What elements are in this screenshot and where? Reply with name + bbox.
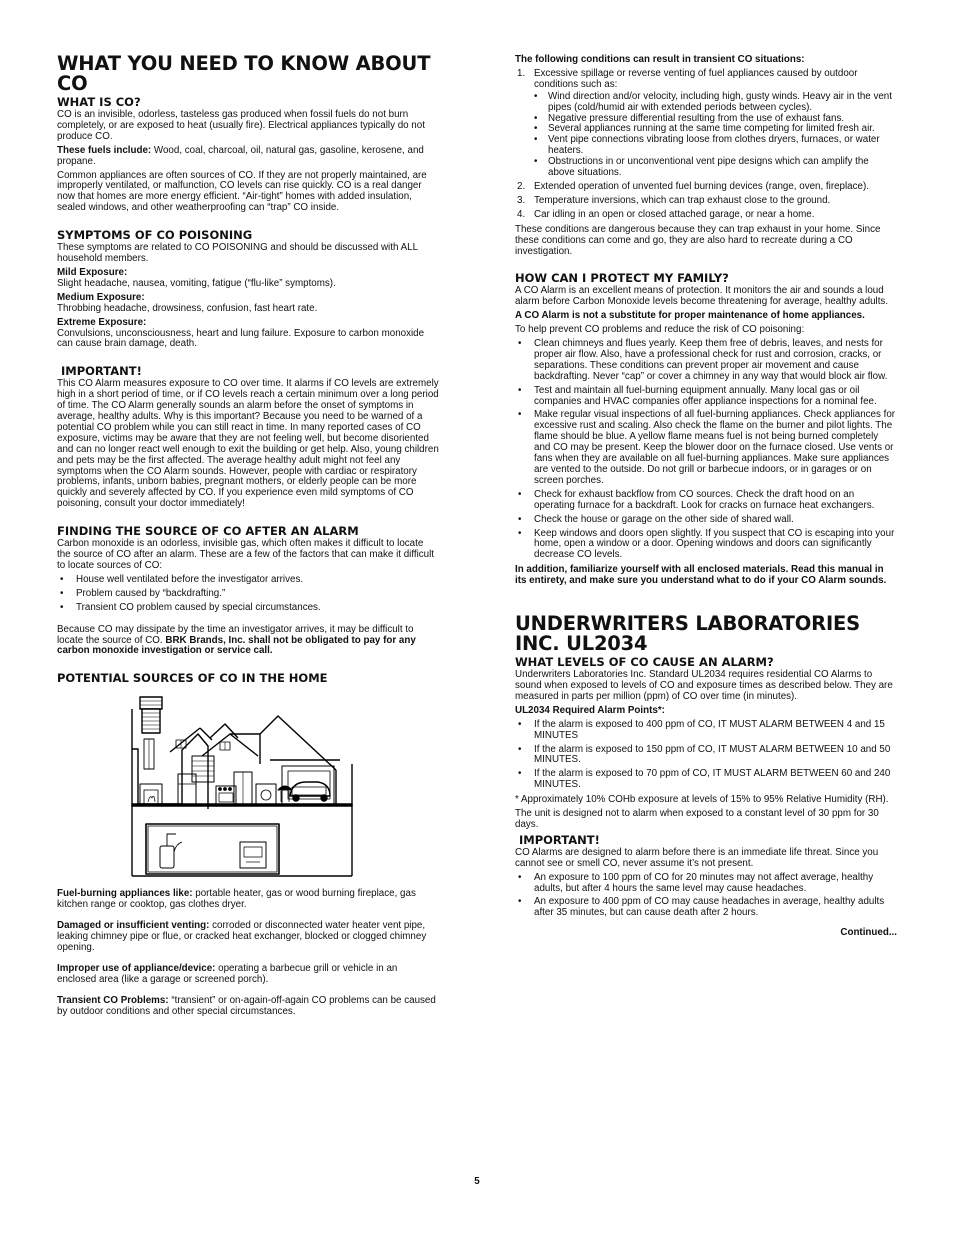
continued-label: Continued... — [840, 927, 897, 939]
list-item-text: Extended operation of unvented fuel burning devices (range, oven, fireplace). — [534, 180, 869, 192]
outro-bold: BRK Brands, Inc. shall not be obligated to pay for any carbon monoxide investigation or service call. — [57, 634, 416, 657]
list-item: • Keep windows and doors open slightly. If you suspect that CO is escaping into your home, open a window or a door. Opening windows and doors can significantly decrease CO levels. — [515, 529, 897, 562]
list-item: • Obstructions in or unconventional vent pipe designs which can amplify the above situations. — [534, 157, 897, 179]
house-cutaway-illustration — [130, 694, 354, 879]
list-item: • If the alarm is exposed to 400 ppm of CO, IT MUST ALARM BETWEEN 4 and 15 MINUTES — [515, 720, 897, 742]
list-item-text: Car idling in an open or closed attached garage, or near a home. — [534, 208, 815, 220]
page-title: WHAT YOU NEED TO KNOW ABOUT CO — [57, 52, 431, 95]
protect-intro: A CO Alarm is an excellent means of protection. It monitors the air and sounds a loud alarm before Carbon Monoxide levels become threatening for average, healthy adults. — [515, 285, 889, 308]
list-item: • Clean chimneys and flues yearly. Keep them free of debris, leaves, and nests for proper air flow. Also, have a professional check for rust and corrosion, cracks, or separations. These conditions can prevent proper air movement and cause backdrafting. Never “cap” or cover a chimney in any way that would block air flow. — [515, 339, 897, 383]
list-number: 3. — [517, 194, 526, 206]
list-item: • If the alarm is exposed to 70 ppm of CO, IT MUST ALARM BETWEEN 60 and 240 MINUTES. — [515, 769, 897, 791]
damaged-venting — [57, 921, 439, 954]
transient-sub-list — [534, 92, 897, 179]
what-is-co-text: CO is an invisible, odorless, tasteless gas produced when fossil fuels do not burn completely, or are exposed to heat (usually fire). Electrical appliances typically do not produce CO. — [57, 109, 425, 142]
list-item-text: Excessive spillage or reverse venting of fuel appliances caused by outdoor conditions such as: — [534, 67, 858, 90]
list-item-text: Temperature inversions, which can trap exhaust close to the ground. — [534, 194, 831, 206]
fuels-text: Wood, coal, charcoal, oil, natural gas, gasoline, kerosene, and propane. — [57, 144, 424, 167]
alarm-levels-heading: WHAT LEVELS OF CO CAUSE AN ALARM? — [515, 655, 774, 670]
protect-list — [515, 339, 897, 561]
important-heading-right: IMPORTANT! — [519, 832, 600, 847]
finding-source-outro — [57, 625, 439, 658]
transient-heading: The following conditions can result in transient CO situations: — [515, 54, 805, 65]
source-text: operating a barbecue grill or vehicle in an enclosed area (like a garage or screened porch). — [57, 962, 398, 985]
transient-list — [515, 69, 897, 221]
source-text: corroded or disconnected water heater vent pipe, leaking chimney pipe or flue, or cracked heat exchanger, blocked or clogged chimney opening. — [57, 920, 427, 953]
common-appliances-text: Common appliances are often sources of CO. If they are not properly maintained, are improperly ventilated, or malfunction, CO levels can rise quickly. CO is a real danger now that homes are more energy efficient. “Air-tight” homes with added insulation, sealed windows, and other weatherproofing can “trap” CO inside. — [57, 169, 427, 214]
extreme-label: Extreme Exposure: — [57, 316, 147, 328]
left-column — [57, 52, 439, 1021]
list-number: 4. — [517, 208, 526, 220]
source-label: Transient CO Problems: — [57, 994, 169, 1006]
finding-source-intro: Carbon monoxide is an odorless, invisible gas, which often makes it difficult to locate the source of CO after an alarm. These are a few of the factors that can make it difficult to locate sources of CO: — [57, 538, 435, 571]
finding-source-heading: FINDING THE SOURCE OF CO AFTER AN ALARM — [57, 524, 359, 539]
extreme-text: Convulsions, unconsciousness, heart and lung failure. Exposure to carbon monoxide can cause brain damage, death. — [57, 327, 425, 350]
transient-outro: These conditions are dangerous because they can trap exhaust in your home. Since these conditions can come and go, they are also hard to recreate during a CO investigation. — [515, 223, 881, 257]
symptoms-heading: SYMPTOMS OF CO POISONING — [57, 228, 253, 243]
outro-text: Because CO may dissipate by the time an investigator arrives, it may be difficult to locate the source of CO. — [57, 623, 414, 646]
list-item: • Test and maintain all fuel-burning equipment annually. Many local gas or oil companies and HVAC companies offer appliance inspections for a nominal fee. — [515, 386, 897, 408]
transient-problems — [57, 996, 439, 1018]
mild-label: Mild Exposure: — [57, 266, 128, 278]
list-item: • An exposure to 100 ppm of CO for 20 minutes may not affect average, healthy adults, but after 4 hours the same level may cause headaches. — [515, 873, 897, 895]
list-item: • Several appliances running at the same time competing for limited fresh air. — [534, 124, 897, 135]
source-text: portable heater, gas or wood burning fireplace, gas kitchen range or cooktop, gas clothes dryer. — [57, 888, 416, 911]
right-column — [515, 55, 897, 938]
source-label: Improper use of appliance/device: — [57, 962, 216, 974]
list-item — [515, 196, 897, 207]
list-item: • Problem caused by “backdrafting.” — [57, 589, 439, 600]
list-item: • Vent pipe connections vibrating loose from clothes dryers, furnaces, or water heaters. — [534, 135, 897, 157]
fuels-paragraph — [57, 146, 439, 168]
list-item: • Wind direction and/or velocity, including high, gusty winds. Heavy air in the vent pipes (cold/humid air with extended periods between cycles). — [534, 92, 897, 114]
fuels-label: These fuels include: — [57, 144, 152, 156]
list-item: • House well ventilated before the investigator arrives. — [57, 575, 439, 586]
list-number: 1. — [517, 67, 526, 79]
list-item: • An exposure to 400 ppm of CO may cause headaches in average, healthy adults after 35 minutes, but can cause death after 2 hours. — [515, 897, 897, 919]
list-number: 2. — [517, 180, 526, 192]
mild-exposure — [57, 268, 439, 290]
mild-text: Slight headache, nausea, vomiting, fatigue (“flu-like” symptoms). — [57, 277, 336, 289]
protect-outro: In addition, familiarize yourself with all enclosed materials. Read this manual in its entirety, and make sure you understand what to do if your CO Alarm sounds. — [515, 564, 887, 587]
list-item: • Check for exhaust backflow from CO sources. Check the draft hood on an operating furnace for a backdraft. Look for cracks on furnace heat exchangers. — [515, 490, 897, 512]
important-list — [515, 873, 897, 920]
ul-intro: Underwriters Laboratories Inc. Standard UL2034 requires residential CO Alarms to sound when exposed to levels of CO and exposure times as described below. They are measured in parts per million (ppm) of CO over time (in minutes). — [515, 669, 893, 702]
important-text-left: This CO Alarm measures exposure to CO over time. It alarms if CO levels are extremely high in a short period of time, or if CO levels reach a certain minimum over a long period of time. The CO Alarm generally sounds an alarm before the onset of symptoms in average, healthy adults. Why is this important? Because you need to be warned of a potential CO problem while you can still react in time. In many reported cases of CO exposure, victims may be aware that they are not feeling well, but become disoriented and can no longer react well enough to exit the building or get help. Also, young children and pets may be the first affected. The average healthy adult might not feel any symptoms when the CO Alarm sounds. However, people with cardiac or respiratory problems, infants, unborn babies, pregnant mothers, or elderly people can be more quickly and severely affected by CO. If you experience even mild symptoms of CO poisoning, consult your doctor immediately! — [57, 378, 439, 510]
list-item: • Transient CO problem caused by special circumstances. — [57, 603, 439, 614]
medium-exposure — [57, 293, 439, 315]
ul-points-list — [515, 720, 897, 791]
list-item: • Make regular visual inspections of all fuel-burning appliances. Check appliances for excessive rust and scaling. Also check the flame on the burner and pilot lights. The flame should be blue. A yellow flame means fuel is not being burned completely and CO may be present. Keep the blower door on the furnace closed. Use vents or fans when they are available on all fuel-burning appliances. Make sure appliances are vented to the outside. Do not grill or barbecue indoors, or in garages or on screen porches. — [515, 410, 897, 486]
list-item: • Negative pressure differential resulting from the use of exhaust fans. — [534, 114, 897, 125]
important-heading-left: IMPORTANT! — [61, 364, 142, 379]
fuel-burning-appliances — [57, 889, 439, 911]
list-item — [515, 69, 897, 179]
finding-source-list — [57, 575, 439, 614]
ul-note: * Approximately 10% COHb exposure at levels of 15% to 95% Relative Humidity (RH). — [515, 794, 889, 806]
list-item: • If the alarm is exposed to 150 ppm of CO, IT MUST ALARM BETWEEN 10 and 50 MINUTES. — [515, 745, 897, 767]
list-item — [515, 210, 897, 221]
important-text-right: CO Alarms are designed to alarm before there is an immediate life threat. Since you cannot see or smell CO, never assume it’s not present. — [515, 846, 879, 869]
source-label: Damaged or insufficient venting: — [57, 920, 210, 932]
list-item — [515, 182, 897, 193]
source-text: “transient” or on-again-off-again CO problems can be caused by outdoor conditions and other special circumstances. — [57, 994, 436, 1017]
what-is-co-heading: WHAT IS CO? — [57, 95, 141, 109]
ul-title: UNDERWRITERS LABORATORIES INC. UL2034 — [515, 612, 860, 656]
list-item: • Check the house or garage on the other side of shared wall. — [515, 515, 897, 526]
protect-family-heading: HOW CAN I PROTECT MY FAMILY? — [515, 271, 729, 286]
ul-points-label: UL2034 Required Alarm Points*: — [515, 704, 665, 716]
improper-use — [57, 964, 439, 986]
medium-text: Throbbing headache, drowsiness, confusion, fast heart rate. — [57, 302, 318, 314]
symptoms-intro: These symptoms are related to CO POISONING and should be discussed with ALL household members. — [57, 242, 418, 265]
protect-prevent-intro: To help prevent CO problems and reduce the risk of CO poisoning: — [515, 324, 805, 336]
ul-constant: The unit is designed not to alarm when exposed to a constant level of 30 ppm for 30 days. — [515, 808, 879, 830]
extreme-exposure — [57, 318, 439, 351]
page-number: 5 — [474, 1176, 480, 1187]
protect-not-substitute: A CO Alarm is not a substitute for proper maintenance of home appliances. — [515, 310, 865, 322]
medium-label: Medium Exposure: — [57, 291, 145, 303]
source-label: Fuel-burning appliances like: — [57, 888, 193, 900]
potential-sources-heading: POTENTIAL SOURCES OF CO IN THE HOME — [57, 671, 328, 686]
